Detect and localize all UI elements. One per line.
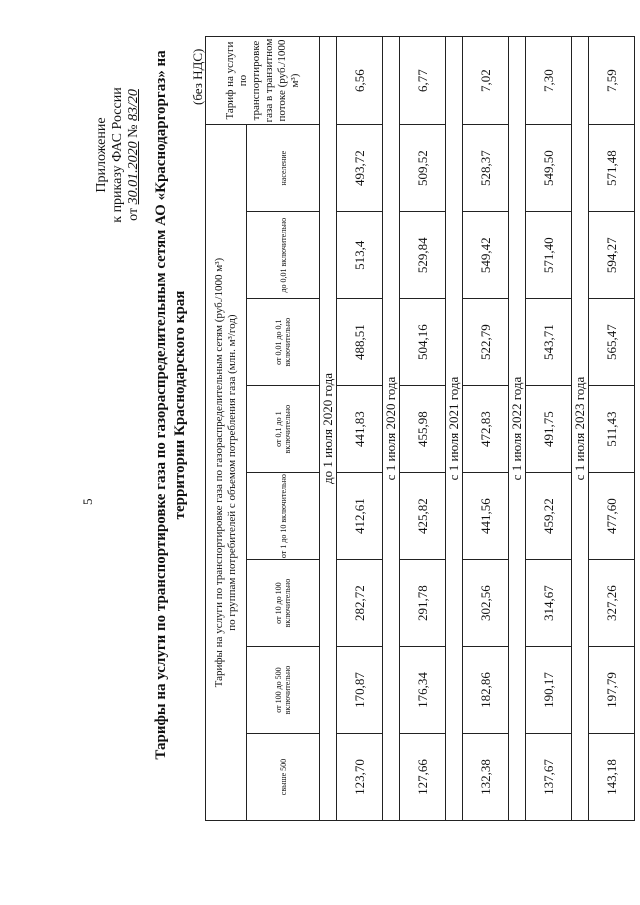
cell: 522,79 (463, 299, 509, 386)
col-header-2: от 100 до 500 включительно (247, 647, 320, 734)
section-label: с 1 июля 2020 года (383, 37, 400, 821)
col-header-7: до 0,01 включительно (247, 212, 320, 299)
cell: 549,42 (463, 212, 509, 299)
cell: 571,48 (589, 125, 635, 212)
cell: 7,02 (463, 37, 509, 125)
cell: 132,38 (463, 734, 509, 821)
cell: 441,56 (463, 473, 509, 560)
cell: 302,56 (463, 560, 509, 647)
cell: 529,84 (400, 212, 446, 299)
cell: 7,30 (526, 37, 572, 125)
cell: 455,98 (400, 386, 446, 473)
page-number: 5 (80, 498, 95, 505)
table-row (463, 37, 509, 821)
group-header-line-2: по группам потребителей с объемом потребления газа (млн. м³/год) (226, 314, 238, 631)
annex-order: к приказу ФАС России (110, 87, 125, 223)
tariff-table (205, 36, 635, 821)
col-header-3: от 10 до 100 включительно (247, 560, 320, 647)
cell: 513,4 (337, 212, 383, 299)
cell: 477,60 (589, 473, 635, 560)
cell: 488,51 (337, 299, 383, 386)
col-header-4: от 1 до 10 включительно (247, 473, 320, 560)
cell: 472,83 (463, 386, 509, 473)
cell: 170,87 (337, 647, 383, 734)
table-row (526, 37, 572, 821)
transit-header: Тариф на услуги по транспортировке газа в транзитном потоке (руб./1000 м³) (206, 37, 320, 125)
title-line-2: территории Краснодарского края (172, 290, 188, 520)
section-label: с 1 июля 2022 года (509, 37, 526, 821)
group-header (206, 125, 247, 821)
cell: 7,59 (589, 37, 635, 125)
section-label: до 1 июля 2020 года (320, 37, 337, 821)
cell: 441,83 (337, 386, 383, 473)
annex-date-line: от 30.01.2020 № 83/20 (126, 89, 141, 221)
cell: 509,52 (400, 125, 446, 212)
cell: 327,26 (589, 560, 635, 647)
cell: 314,67 (526, 560, 572, 647)
annex-title: Приложение (94, 117, 109, 193)
col-header-1: свыше 500 (247, 734, 320, 821)
cell: 528,37 (463, 125, 509, 212)
table-row (337, 37, 383, 821)
cell: 565,47 (589, 299, 635, 386)
table-row (400, 37, 446, 821)
title-line-1: Тарифы на услуги по транспортировке газа по газораспределительным сетям АО «Краснодаргоргаз» на (153, 50, 169, 760)
col-header-5: от 0,1 до 1 включительно (247, 386, 320, 473)
cell: 6,77 (400, 37, 446, 125)
col-header-6: от 0,01 до 0,1 включительно (247, 299, 320, 386)
cell: 543,71 (526, 299, 572, 386)
cell: 412,61 (337, 473, 383, 560)
cell: 511,43 (589, 386, 635, 473)
cell: 425,82 (400, 473, 446, 560)
cell: 291,78 (400, 560, 446, 647)
order-date: 30.01.2020 (126, 141, 141, 205)
vat-note: (без НДС) (190, 48, 205, 105)
cell: 143,18 (589, 734, 635, 821)
document-title (152, 0, 190, 815)
cell: 6,56 (337, 37, 383, 125)
cell: 176,34 (400, 647, 446, 734)
order-number: 83/20 (126, 89, 141, 122)
cell: 549,50 (526, 125, 572, 212)
cell: 491,75 (526, 386, 572, 473)
cell: 459,22 (526, 473, 572, 560)
cell: 123,70 (337, 734, 383, 821)
table-row (589, 37, 635, 821)
annex-block (94, 55, 142, 255)
cell: 182,86 (463, 647, 509, 734)
cell: 137,67 (526, 734, 572, 821)
cell: 504,16 (400, 299, 446, 386)
section-label: с 1 июля 2023 года (572, 37, 589, 821)
group-header-line-1: Тарифы на услуги по транспортировке газа по газораспределительным сетям (руб./1000 м³) (213, 257, 225, 688)
cell: 571,40 (526, 212, 572, 299)
cell: 493,72 (337, 125, 383, 212)
cell: 197,79 (589, 647, 635, 734)
cell: 190,17 (526, 647, 572, 734)
section-label: с 1 июля 2021 года (446, 37, 463, 821)
cell: 282,72 (337, 560, 383, 647)
cell: 127,66 (400, 734, 446, 821)
col-header-8: население (247, 125, 320, 212)
cell: 594,27 (589, 212, 635, 299)
